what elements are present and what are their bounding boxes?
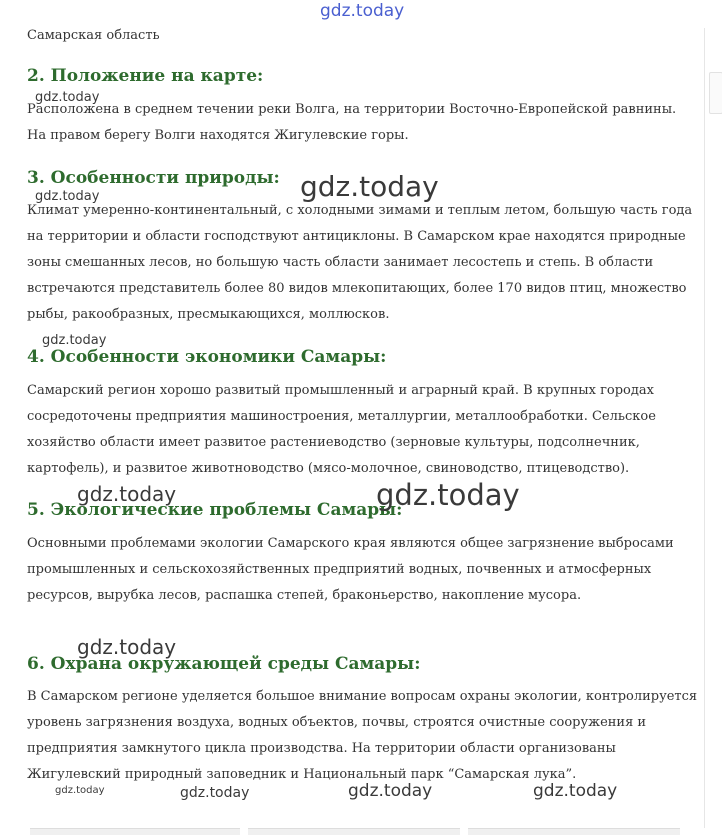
watermark: gdz.today bbox=[180, 785, 250, 801]
watermark: gdz.today bbox=[300, 170, 439, 203]
region-title: Самарская область bbox=[27, 28, 160, 43]
section-text-economy: Самарский регион хорошо развитый промышленный и аграрный край. В крупных городах сосредоточены предприятия машиностроения, металлургии, металлообработки. Сельское хозяйство области имеет развитое растениеводство (зерновые культуры, подсолнечник, картофель), и развитое животноводство (мясо-молочное, свиноводство, птицеводство). bbox=[27, 383, 656, 476]
section-text-ecology: Основными проблемами экологии Самарского края являются общее загрязнение выбросами промышленных и сельскохозяйственных предприятий водных, почвенных и атмосферных ресурсов, вырубка лесов, распашка степей, браконьерство, накопление мусора. bbox=[27, 536, 674, 603]
bottom-divider bbox=[30, 828, 240, 835]
section-text-nature: Климат умеренно-континентальный, с холодными зимами и теплым летом, большую часть года на территории и области господствуют антициклоны. В Самарском крае находятся природные зоны смешанных лесов, но большую часть области занимает лесостепь и степь. В области встречаются представитель более 80 видов млекопитающих, более 170 видов птиц, множество рыбы, ракообразных, пресмыкающихся, моллюсков. bbox=[27, 203, 693, 322]
bottom-divider bbox=[468, 828, 680, 835]
watermark: gdz.today bbox=[376, 478, 520, 512]
watermark: gdz.today bbox=[77, 635, 177, 659]
right-edge-panel bbox=[704, 28, 722, 828]
section-text-protection: В Самарском регионе уделяется большое внимание вопросам охраны экологии, контролируется уровень загрязнения воздуха, водных объектов, почвы, строятся очистные сооружения и предприятия замкнутого цикла производства. На территории области организованы Жигулевский природный заповедник и Национальный парк “Самарская лука”. bbox=[27, 689, 698, 782]
section-heading-position: 2. Положение на карте: bbox=[27, 66, 264, 86]
watermark: gdz.today bbox=[35, 189, 100, 204]
section-heading-protection: 6. Охрана окружающей среды Самары: bbox=[27, 654, 421, 674]
watermark: gdz.today bbox=[35, 90, 100, 105]
section-heading-ecology: 5. Экологические проблемы Самары: bbox=[27, 500, 403, 520]
watermark: gdz.today bbox=[42, 333, 107, 348]
watermark: gdz.today bbox=[348, 781, 433, 801]
watermark: gdz.today bbox=[55, 785, 105, 796]
section-heading-nature: 3. Особенности природы: bbox=[27, 168, 280, 188]
section-heading-economy: 4. Особенности экономики Самары: bbox=[27, 347, 387, 367]
bottom-divider bbox=[248, 828, 460, 835]
watermark-top: gdz.today bbox=[320, 1, 405, 21]
watermark: gdz.today bbox=[533, 781, 618, 801]
scroll-nub bbox=[709, 72, 722, 114]
watermark: gdz.today bbox=[77, 482, 177, 506]
section-text-position: Расположена в среднем течении реки Волга, на территории Восточно-Европейской равнины. На правом берегу Волги находятся Жигулевские горы. bbox=[27, 102, 677, 143]
